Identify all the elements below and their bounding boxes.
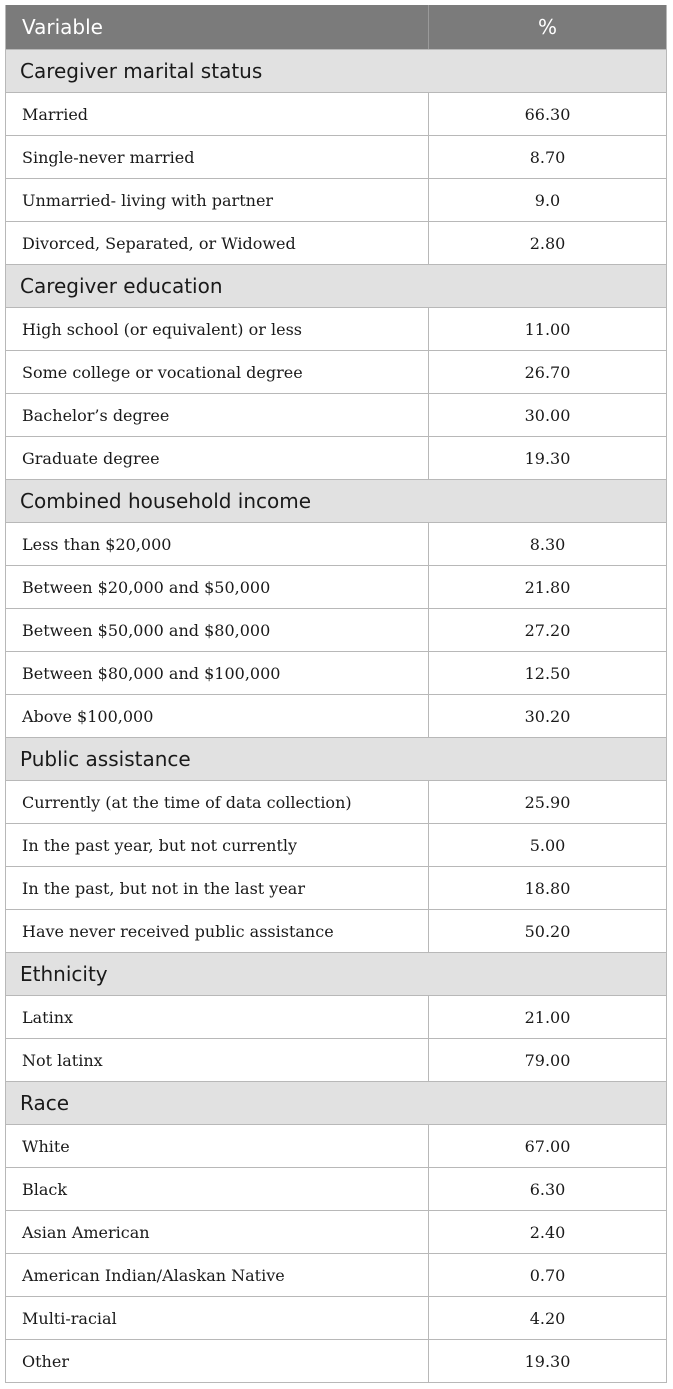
header-variable-cell <box>6 5 429 49</box>
percent-value: 5.00 <box>529 835 566 855</box>
percent-cell <box>429 824 666 866</box>
variable-label: Bachelor’s degree <box>22 405 170 425</box>
table-row <box>6 1253 666 1296</box>
variable-cell <box>6 910 429 952</box>
percent-cell <box>429 867 666 909</box>
table-row <box>6 92 666 135</box>
table-header-row <box>6 5 666 49</box>
variable-cell <box>6 394 429 436</box>
table-row <box>6 1124 666 1167</box>
percent-value: 2.40 <box>529 1222 566 1242</box>
percent-cell <box>429 609 666 651</box>
variable-cell <box>6 652 429 694</box>
variable-cell <box>6 1211 429 1253</box>
percent-cell <box>429 523 666 565</box>
table-row <box>6 1167 666 1210</box>
percent-cell <box>429 652 666 694</box>
section-title: Caregiver marital status <box>20 59 263 83</box>
section-title: Race <box>20 1091 70 1115</box>
percent-value: 21.00 <box>524 1007 571 1027</box>
table-row <box>6 135 666 178</box>
variable-cell <box>6 136 429 178</box>
percent-value: 50.20 <box>524 921 571 941</box>
percent-value: 6.30 <box>529 1179 566 1199</box>
variable-cell <box>6 308 429 350</box>
percent-cell <box>429 308 666 350</box>
variable-label: Less than $20,000 <box>22 534 172 554</box>
variable-cell <box>6 1297 429 1339</box>
section-title: Ethnicity <box>20 962 108 986</box>
variable-cell <box>6 781 429 823</box>
percent-cell <box>429 1254 666 1296</box>
variable-label: American Indian/Alaskan Native <box>22 1265 285 1285</box>
percent-cell <box>429 437 666 479</box>
percent-value: 25.90 <box>524 792 571 812</box>
percent-value: 8.70 <box>529 147 566 167</box>
section-header-row <box>6 49 666 92</box>
variable-label: Multi-racial <box>22 1308 117 1328</box>
percent-cell <box>429 1168 666 1210</box>
percent-value: 12.50 <box>524 663 571 683</box>
table-row <box>6 565 666 608</box>
table-row <box>6 350 666 393</box>
variable-label: Between $50,000 and $80,000 <box>22 620 271 640</box>
variable-label: High school (or equivalent) or less <box>22 319 302 339</box>
variable-label: Between $80,000 and $100,000 <box>22 663 281 683</box>
percent-cell <box>429 1297 666 1339</box>
section-title-cell <box>6 265 429 307</box>
section-title-cell <box>6 738 429 780</box>
percent-value: 0.70 <box>529 1265 566 1285</box>
section-header-row <box>6 479 666 522</box>
section-title-cell <box>6 480 429 522</box>
variable-label: White <box>22 1136 70 1156</box>
variable-cell <box>6 1340 429 1382</box>
variable-cell <box>6 996 429 1038</box>
percent-cell <box>429 910 666 952</box>
percent-value: 30.20 <box>524 706 571 726</box>
variable-cell <box>6 93 429 135</box>
percent-cell <box>429 781 666 823</box>
variable-cell <box>6 609 429 651</box>
variable-cell <box>6 867 429 909</box>
percent-value: 18.80 <box>524 878 571 898</box>
percent-value: 2.80 <box>529 233 566 253</box>
section-title: Combined household income <box>20 489 312 513</box>
table-row <box>6 221 666 264</box>
variable-cell <box>6 1254 429 1296</box>
table-row <box>6 995 666 1038</box>
table-row <box>6 393 666 436</box>
table-row <box>6 909 666 952</box>
variable-label: Above $100,000 <box>22 706 154 726</box>
variable-cell <box>6 1039 429 1081</box>
variable-label: Currently (at the time of data collection) <box>22 792 352 812</box>
variable-cell <box>6 824 429 866</box>
percent-value: 19.30 <box>524 1351 571 1371</box>
table-row <box>6 780 666 823</box>
variable-cell <box>6 523 429 565</box>
percent-value: 66.30 <box>524 104 571 124</box>
section-title: Caregiver education <box>20 274 223 298</box>
table-row <box>6 823 666 866</box>
variable-cell <box>6 351 429 393</box>
section-title-cell <box>6 1082 429 1124</box>
percent-cell <box>429 1211 666 1253</box>
variable-label: Graduate degree <box>22 448 160 468</box>
section-title-cell <box>6 50 429 92</box>
table-row <box>6 307 666 350</box>
variable-cell <box>6 437 429 479</box>
table-row <box>6 651 666 694</box>
percent-cell <box>429 1039 666 1081</box>
percent-cell <box>429 394 666 436</box>
variable-cell <box>6 1168 429 1210</box>
table-body <box>6 49 666 1382</box>
percent-cell <box>429 351 666 393</box>
header-percent-label: % <box>537 15 557 39</box>
section-header-row <box>6 264 666 307</box>
percent-value: 8.30 <box>529 534 566 554</box>
variable-label: Asian American <box>22 1222 150 1242</box>
variable-cell <box>6 695 429 737</box>
percent-cell <box>429 1340 666 1382</box>
variable-label: Some college or vocational degree <box>22 362 303 382</box>
variable-label: Married <box>22 104 89 124</box>
percent-cell <box>429 93 666 135</box>
percent-cell <box>429 695 666 737</box>
section-header-row <box>6 952 666 995</box>
section-header-row <box>6 737 666 780</box>
percent-cell <box>429 179 666 221</box>
percent-value: 27.20 <box>524 620 571 640</box>
table-row <box>6 1296 666 1339</box>
percent-value: 11.00 <box>524 319 571 339</box>
header-variable-label: Variable <box>22 15 103 39</box>
section-header-row <box>6 1081 666 1124</box>
table-row <box>6 1210 666 1253</box>
variable-cell <box>6 566 429 608</box>
variable-label: Between $20,000 and $50,000 <box>22 577 271 597</box>
variable-label: Single-never married <box>22 147 195 167</box>
percent-value: 19.30 <box>524 448 571 468</box>
table-row <box>6 1038 666 1081</box>
percent-value: 21.80 <box>524 577 571 597</box>
variable-label: Unmarried- living with partner <box>22 190 274 210</box>
table-row <box>6 178 666 221</box>
percent-value: 79.00 <box>524 1050 571 1070</box>
variable-cell <box>6 222 429 264</box>
header-percent-cell <box>429 5 666 49</box>
percent-cell <box>429 566 666 608</box>
section-title: Public assistance <box>20 747 191 771</box>
variable-label: In the past year, but not currently <box>22 835 298 855</box>
variable-label: Divorced, Separated, or Widowed <box>22 233 296 253</box>
variable-label: Latinx <box>22 1007 74 1027</box>
table-row <box>6 522 666 565</box>
percent-value: 9.0 <box>534 190 561 210</box>
table-row <box>6 608 666 651</box>
variable-label: Other <box>22 1351 69 1371</box>
table-row <box>6 866 666 909</box>
variable-label: Not latinx <box>22 1050 103 1070</box>
section-title-cell <box>6 953 429 995</box>
percent-cell <box>429 136 666 178</box>
percent-value: 30.00 <box>524 405 571 425</box>
percent-cell <box>429 996 666 1038</box>
percent-value: 67.00 <box>524 1136 571 1156</box>
percent-value: 4.20 <box>529 1308 566 1328</box>
table-row <box>6 436 666 479</box>
percent-cell <box>429 222 666 264</box>
variable-cell <box>6 1125 429 1167</box>
percent-value: 26.70 <box>524 362 571 382</box>
percent-cell <box>429 1125 666 1167</box>
variable-cell <box>6 179 429 221</box>
demographics-table <box>5 5 667 1383</box>
variable-label: Black <box>22 1179 68 1199</box>
variable-label: In the past, but not in the last year <box>22 878 305 898</box>
table-row <box>6 694 666 737</box>
table-row <box>6 1339 666 1382</box>
variable-label: Have never received public assistance <box>22 921 334 941</box>
